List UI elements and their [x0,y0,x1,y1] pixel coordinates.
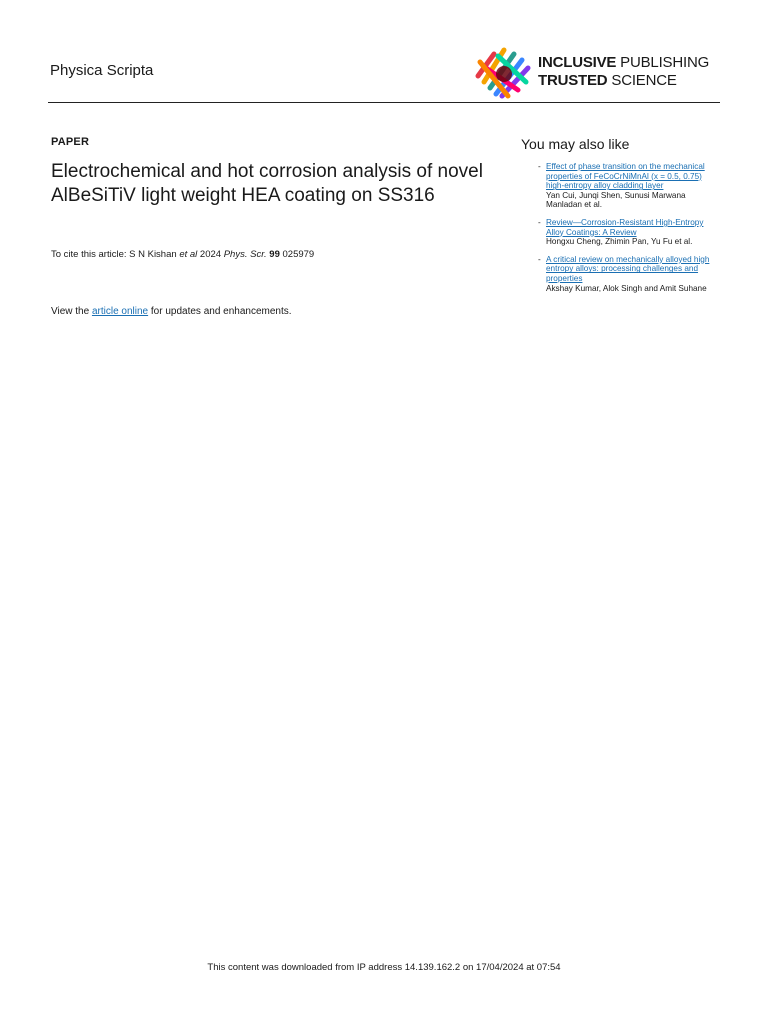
related-authors: Akshay Kumar, Alok Singh and Amit Suhane [546,283,707,293]
related-heading: You may also like [521,136,630,152]
hands-logo-icon [474,46,534,100]
header-divider [48,102,720,103]
list-dash: - [538,217,541,227]
journal-name: Physica Scripta [50,62,154,79]
related-authors: Yan Cui, Junqi Shen, Sunusi Marwana Manladan et al. [546,190,686,210]
related-item [538,255,718,293]
related-link[interactable]: A critical review on mechanically alloyed high entropy alloys: processing challenges and properties [546,254,710,283]
related-item [538,218,718,247]
article-title: Electrochemical and hot corrosion analysis of novel AlBeSiTiV light weight HEA coating on SS316 [51,161,483,206]
list-dash: - [538,254,541,264]
list-dash: - [538,162,541,171]
related-item [538,162,718,210]
related-authors: Hongxu Cheng, Zhimin Pan, Yu Fu et al. [546,237,693,247]
logo-text: INCLUSIVE PUBLISHING TRUSTED SCIENCE [538,54,710,89]
related-list [538,162,718,301]
related-link[interactable]: Effect of phase transition on the mechanical properties of FeCoCrNiMnAl (x = 0.5, 0.75) high-entropy alloy cladding layer [546,162,705,191]
publisher-logo[interactable] [474,46,720,100]
download-footer: This content was downloaded from IP address 14.139.162.2 on 17/04/2024 at 07:54 [207,962,561,973]
citation-line: To cite this article: S N Kishan et al 2024 Phys. Scr. 99 025979 [51,249,315,260]
view-online-line: View the article online for updates and enhancements. [51,306,292,317]
article-online-link[interactable]: article online [91,306,149,317]
related-link[interactable]: Review—Corrosion-Resistant High-Entropy Alloy Coatings: A Review [546,217,704,237]
article-type-label: PAPER [51,136,90,148]
